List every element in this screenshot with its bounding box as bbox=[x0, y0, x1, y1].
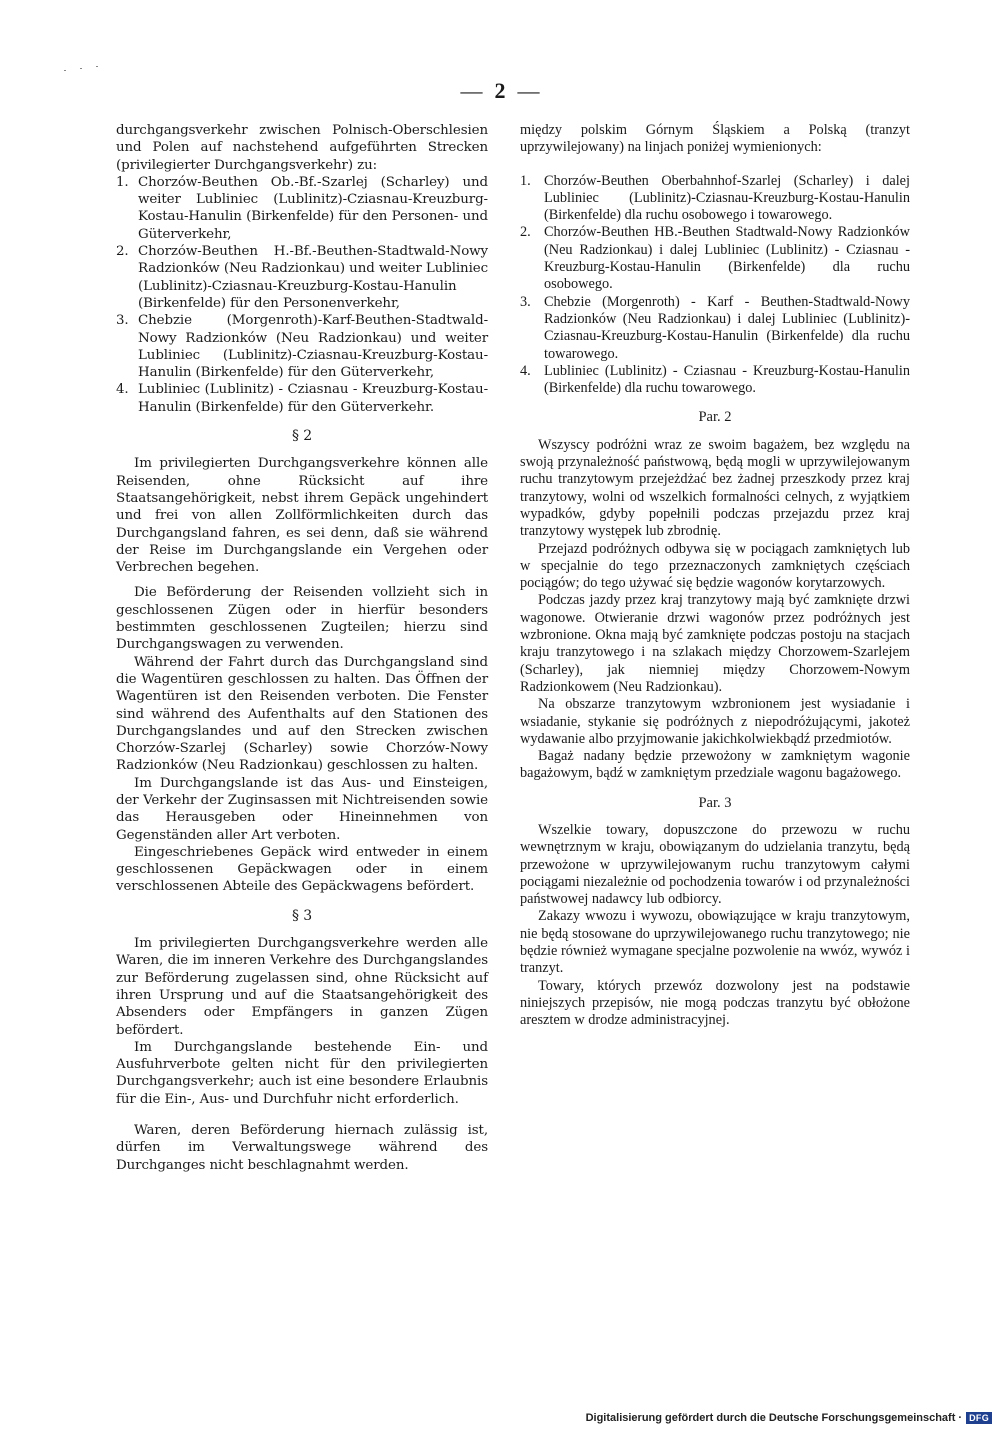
item-number: 1. bbox=[520, 172, 531, 189]
german-paragraph: Waren, deren Beförderung hiernach zulässig ist, dürfen im Verwaltungswege während des Durchganges nicht beschlagnahmt werden. bbox=[116, 1123, 488, 1173]
item-number: 2. bbox=[116, 244, 129, 260]
page-number-value: 2 bbox=[494, 78, 506, 103]
item-number: 4. bbox=[520, 362, 531, 379]
german-route-item bbox=[116, 243, 488, 312]
item-number: 1. bbox=[116, 174, 129, 190]
credit-text: Digitalisierung gefördert durch die Deutsche Forschungsgemeinschaft · bbox=[585, 1412, 963, 1424]
polish-paragraph: Wszyscy podróżni wraz ze swoim bagażem, bez względu na swoją przynależność państwową, będą mogli w uprzywilejowanym ruchu tranzytowym przejeżdżać bez żadnej przeszkody przez kraj tranzytowy, wolni od wszelkich formalności celnych, z wyjątkiem wypadków, gdyby popełnili podczas przejazdu przez kraj tranzytowy występek lub zbrodnię. bbox=[520, 436, 910, 540]
german-paragraph: Eingeschriebenes Gepäck wird entweder in einem geschlossenen Gepäckwagen oder in einem verschlossenen Abteile des Gepäckwagens befördert. bbox=[116, 844, 488, 895]
polish-intro: między polskim Górnym Śląskiem a Polską (tranzyt uprzywilejowany) na linjach poniżej wymienionych: bbox=[520, 122, 910, 156]
german-intro: durchgangsverkehr zwischen Polnisch-Oberschlesien und Polen auf nachstehend aufgeführten Strecken (privilegierter Durchgangsverkehr) zu: bbox=[116, 123, 488, 173]
item-text: Chebzie (Morgenroth)-Karf-Beuthen-Stadtwald-Nowy Radzionków (Neu Radzionkau) und weiter Lubliniec (Lublinitz)-Cziasnau-Kreuzburg-Kostau-Hanulin (Birkenfelde) für den Güterverkehr, bbox=[138, 313, 488, 381]
german-paragraph: Im privilegierten Durchgangsverkehre werden alle Waren, die im inneren Verkehre des Durchgangslandes zur Beförderung zugelassen sind, ohne Rücksicht auf ihren Ursprung und auf die Staatsangehörigkeit des Absenders oder Empfängers in ganzen Zügen befördert. bbox=[116, 936, 488, 1038]
german-route-list bbox=[116, 174, 488, 416]
polish-route-item bbox=[520, 294, 910, 363]
german-paragraph: Im Durchgangslande ist das Aus- und Einsteigen, der Verkehr der Zuginsassen mit Nichtreisenden sowie das Herausgeben oder Hineinnehmen von Gegenständen aller Art verboten. bbox=[116, 775, 488, 843]
german-paragraph: Im privilegierten Durchgangsverkehre können alle Reisenden, ohne Rücksicht auf ihre Staatsangehörigkeit, nebst ihrem Gepäck ungehindert und frei von allen Zollförmlichkeiten durch das Durchgangsland fahren, es sei denn, daß sie während der Reise im Durchgangslande ein Vergehen oder Verbrechen begehen. bbox=[116, 456, 488, 576]
scan-speck bbox=[96, 66, 98, 67]
polish-route-item bbox=[520, 363, 910, 398]
item-number: 2. bbox=[520, 224, 531, 241]
digitization-credit bbox=[586, 1412, 992, 1424]
page-number: — 2 — bbox=[460, 78, 540, 103]
scan-speck bbox=[80, 68, 82, 69]
item-text: Chorzów-Beuthen H.-Bf.-Beuthen-Stadtwald-Nowy Radzionków (Neu Radzionkau) und weiter Lubliniec (Lublinitz)-Cziasnau-Kreuzburg-Kostau-Hanulin (Birkenfelde) für den Personenverkehr, bbox=[138, 244, 488, 311]
item-text: Chorzów-Beuthen Oberbahnhof-Szarlej (Scharley) i dalej Lubliniec (Lublinitz)-Cziasnau-Kreuzburg-Kostau-Hanulin (Birkenfelde) dla ruchu osobowego i towarowego. bbox=[544, 172, 910, 224]
item-text: Lubliniec (Lublinitz) - Cziasnau - Kreuzburg-Kostau-Hanulin (Birkenfelde) für den Güterverkehr. bbox=[138, 382, 488, 415]
german-route-item bbox=[116, 381, 488, 416]
german-paragraph: Im Durchgangslande bestehende Ein- und Ausfuhrverbote gelten nicht für den privilegierten Durchgangsverkehr; auch ist eine besondere Erlaubnis für die Ein-, Aus- und Durchfuhr nicht erforderlich. bbox=[116, 1039, 488, 1107]
polish-section-3-heading: Par. 3 bbox=[698, 794, 732, 811]
scan-speck bbox=[64, 70, 66, 71]
polish-section-2-heading: Par. 2 bbox=[698, 409, 732, 426]
item-text: Chorzów-Beuthen HB.-Beuthen Stadtwald-Nowy Radzionków (Neu Radzionkau) i dalej Lubliniec (Lublinitz) - Cziasnau - Kreuzburg-Kostau-Hanulin (Birkenfelde) dla ruchu osobowego. bbox=[544, 224, 910, 293]
german-route-item bbox=[116, 312, 488, 381]
dfg-logo-icon: DFG bbox=[966, 1412, 992, 1424]
item-number: 4. bbox=[116, 382, 129, 398]
polish-paragraph: Bagaż nadany będzie przewożony w zamkniętym wagonie bagażowym, bądź w zamkniętym przedziale wagonu bagażowego. bbox=[520, 748, 910, 782]
polish-column bbox=[520, 122, 910, 1030]
item-text: Chorzów-Beuthen Ob.-Bf.-Szarlej (Scharley) und weiter Lubliniec (Lublinitz)-Cziasnau-Kreuzburg-Kostau-Hanulin (Birkenfelde) für den Personen- und Güterverkehr, bbox=[138, 174, 488, 242]
polish-route-list bbox=[520, 173, 910, 398]
german-route-item bbox=[116, 174, 488, 243]
polish-paragraph: Zakazy wwozu i wywozu, obowiązujące w kraju tranzytowym, nie będą stosowane do uprzywilejowanego ruchu tranzytowego; nie będzie również wymagane specjalne pozwolenie na wwóz, wywóz i tranzyt. bbox=[520, 908, 910, 977]
german-section-2-heading: § 2 bbox=[291, 428, 313, 445]
item-number: 3. bbox=[520, 293, 531, 310]
german-section-3-heading: § 3 bbox=[291, 907, 313, 924]
polish-paragraph: Na obszarze tranzytowym wzbronionem jest wysiadanie i wsiadanie, stykanie się podróżnych z niepodróżującymi, jakoteż wydawanie albo przyjmowanie jakichkolwiekbądź przedmiotów. bbox=[520, 696, 910, 747]
item-text: Lubliniec (Lublinitz) - Cziasnau - Kreuzburg-Kostau-Hanulin (Birkenfelde) dla ruchu towarowego. bbox=[544, 362, 910, 397]
german-paragraph: Während der Fahrt durch das Durchgangsland sind die Wagentüren geschlossen zu halten. Das Öffnen der Wagentüren ist den Reisenden verboten. Die Fenster sind während des Aufenthalts auf den Stationen des Durchgangslandes und auf den Strecken zwischen Chorzów-Szarlej (Scharley) sowie Chorzów-Nowy Radzionków (Neu Radzionkau) geschlossen zu halten. bbox=[116, 654, 488, 774]
german-column bbox=[116, 122, 488, 1174]
german-paragraph: Die Beförderung der Reisenden vollzieht sich in geschlossenen Zügen oder in hierfür besonders bestimmten geschlossenen Zugteilen; hierzu sind Durchgangswagen zu verwenden. bbox=[116, 585, 488, 653]
polish-route-item bbox=[520, 173, 910, 225]
polish-paragraph: Wszelkie towary, dopuszczone do przewozu w ruchu wewnętrznym w kraju, obowiązanym do udzielania tranzytu, będą przewożone w uprzywilejowanym ruchu tranzytowym całymi pociągami niezależnie od pochodzenia towarów i od przynależności państwowej nadawcy lub odbiorcy. bbox=[520, 821, 910, 908]
polish-paragraph: Towary, których przewóz dozwolony jest na podstawie niniejszych przepisów, nie mogą podczas tranzytu być obłożone aresztem w drodze administracyjnej. bbox=[520, 977, 910, 1029]
item-text: Chebzie (Morgenroth) - Karf - Beuthen-Stadtwald-Nowy Radzionków (Neu Radzionkau) i dalej Lubliniec (Lublinitz)-Cziasnau-Kreuzburg-Kostau-Hanulin (Birkenfelde) dla ruchu towarowego. bbox=[544, 293, 910, 362]
item-number: 3. bbox=[116, 313, 129, 329]
polish-route-item bbox=[520, 224, 910, 293]
polish-paragraph: Przejazd podróżnych odbywa się w pociągach zamkniętych lub w specjalnie do tego przeznaczonych zamkniętych częściach pociągów; do tego używać się będzie wagonów korytarzowych. bbox=[520, 540, 910, 592]
polish-paragraph: Podczas jazdy przez kraj tranzytowy mają być zamknięte drzwi wagonowe. Otwieranie drzwi wagonów przez podróżnych jest wzbronione. Okna mają być zamknięte podczas postoju na stacjach kraju tranzytowego i na szlakach między Chorzowem-Szarlejem (Scharley), jak niemniej między Chorzowem-Nowym Radzionkowem (Neu Radzionkau). bbox=[520, 592, 910, 695]
